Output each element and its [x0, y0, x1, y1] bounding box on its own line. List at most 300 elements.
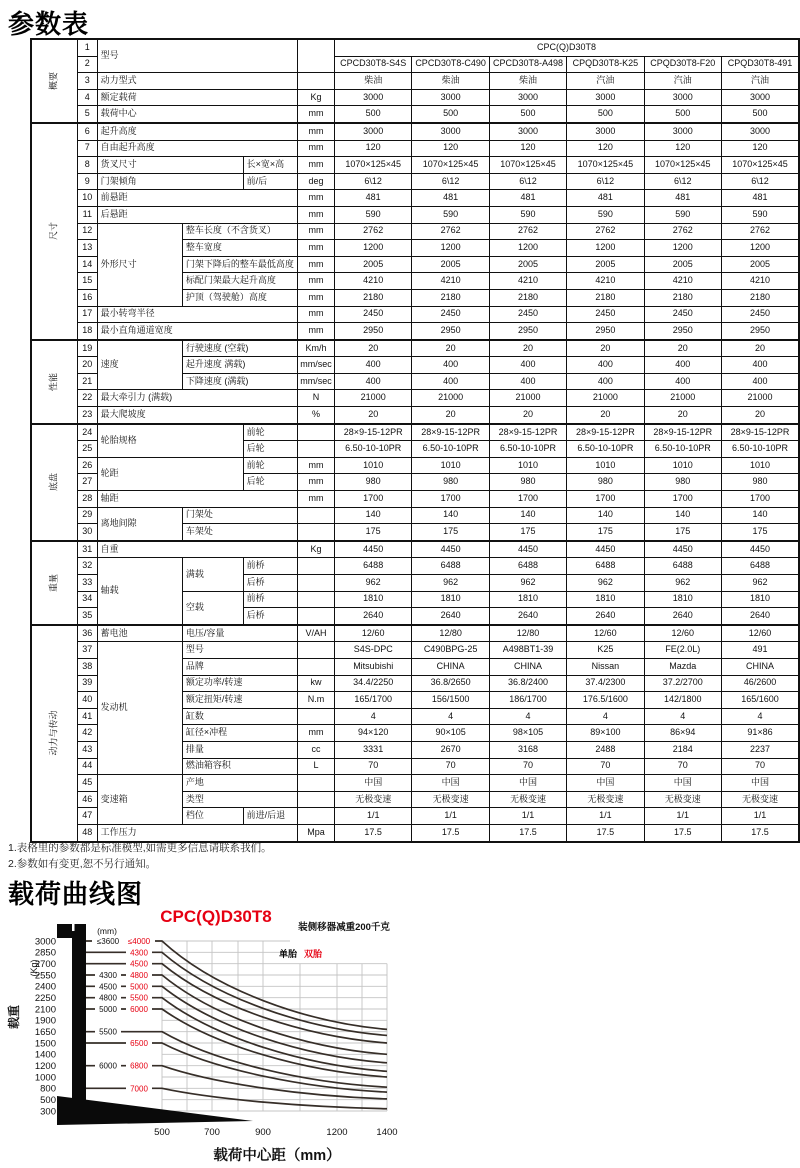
param-name: 前悬距 — [97, 190, 297, 207]
table-row — [31, 140, 799, 157]
y-tick-label: 2550 — [34, 970, 56, 982]
chart-heading: 载荷曲线图 — [8, 879, 144, 909]
section-label-text: 动力与传动 — [48, 710, 59, 756]
value-cell: 6\12 — [412, 173, 489, 190]
param-name: 型号 — [97, 39, 297, 73]
row-number: 31 — [78, 541, 98, 558]
value-cell: 21000 — [721, 390, 799, 407]
value-cell: 400 — [489, 373, 566, 390]
unit-cell: mm — [298, 474, 335, 491]
param-name: 缸数 — [182, 708, 297, 725]
chart-model-title: CPC(Q)D30T8 — [160, 907, 272, 926]
unit-cell — [298, 575, 335, 592]
value-cell: 590 — [721, 206, 799, 223]
value-cell: 28×9-15-12PR — [567, 424, 644, 441]
value-cell: 6\12 — [644, 173, 721, 190]
value-cell: 98×105 — [489, 725, 566, 742]
table-row — [31, 558, 799, 575]
value-cell: 1010 — [721, 457, 799, 474]
table-row — [31, 507, 799, 524]
value-cell: 400 — [567, 357, 644, 374]
value-cell: 4210 — [335, 273, 412, 290]
unit-cell: mm — [298, 273, 335, 290]
unit-cell: Km/h — [298, 340, 335, 357]
value-cell: 20 — [567, 340, 644, 357]
value-cell: 2184 — [644, 741, 721, 758]
value-cell: 2640 — [644, 608, 721, 625]
single-tire-mast-label: 4300 — [99, 970, 117, 980]
value-cell: 1200 — [567, 240, 644, 257]
value-cell: 2450 — [335, 306, 412, 323]
value-cell: 4 — [567, 708, 644, 725]
unit-cell: mm — [298, 106, 335, 123]
param-name: 最小转弯半径 — [97, 306, 297, 323]
row-number: 34 — [78, 591, 98, 608]
y-tick-label: 2100 — [34, 1004, 56, 1016]
param-name: 动力型式 — [97, 73, 297, 90]
param-name: 产地 — [182, 775, 297, 792]
value-cell: 4 — [335, 708, 412, 725]
value-cell: 2640 — [567, 608, 644, 625]
value-cell: 无极变速 — [412, 791, 489, 808]
row-number: 41 — [78, 708, 98, 725]
section-label — [31, 340, 78, 424]
value-cell: 20 — [721, 407, 799, 424]
value-cell: 6.50-10-10PR — [412, 441, 489, 458]
param-name: 蓄电池 — [97, 625, 182, 642]
unit-cell — [298, 775, 335, 792]
value-cell: 中国 — [644, 775, 721, 792]
value-cell: 1700 — [567, 491, 644, 508]
section-label — [31, 541, 78, 625]
param-name: 下降速度 (满载) — [182, 373, 297, 390]
param-name: 类型 — [182, 791, 297, 808]
value-cell: 120 — [644, 140, 721, 157]
param-name: 行驶速度 (空载) — [182, 340, 297, 357]
value-cell: 1700 — [489, 491, 566, 508]
param-name: 整车长度（不含货叉） — [182, 223, 297, 240]
value-cell: 1/1 — [412, 808, 489, 825]
value-cell: 1700 — [335, 491, 412, 508]
value-cell: 12/60 — [567, 625, 644, 642]
value-cell: 70 — [721, 758, 799, 775]
value-cell: 34.4/2250 — [335, 675, 412, 692]
dual-tire-mast-label: 4800 — [130, 970, 148, 980]
unit-cell: deg — [298, 173, 335, 190]
param-name: 额定扭矩/转速 — [182, 692, 297, 709]
value-cell: 1810 — [335, 591, 412, 608]
unit-cell — [298, 591, 335, 608]
value-cell: 400 — [644, 373, 721, 390]
unit-cell: mm/sec — [298, 357, 335, 374]
table-row — [31, 123, 799, 140]
table-row — [31, 457, 799, 474]
value-cell: 无极变速 — [489, 791, 566, 808]
model-name-cell: CPCD30T8-A498 — [489, 56, 566, 73]
param-name: 速度 — [97, 340, 182, 390]
param-name: 货叉尺寸 — [97, 157, 243, 174]
unit-cell: mm — [298, 223, 335, 240]
value-cell: 400 — [721, 357, 799, 374]
value-cell: A498BT1-39 — [489, 642, 566, 659]
value-cell: 175 — [489, 524, 566, 541]
unit-cell: Kg — [298, 541, 335, 558]
legend-single-tire: 单胎 — [278, 949, 298, 959]
value-cell: K25 — [567, 642, 644, 659]
row-number: 22 — [78, 390, 98, 407]
value-cell: 2670 — [412, 741, 489, 758]
value-cell: 1810 — [412, 591, 489, 608]
unit-cell — [298, 658, 335, 675]
value-cell: 186/1700 — [489, 692, 566, 709]
value-cell: 962 — [644, 575, 721, 592]
row-number: 5 — [78, 106, 98, 123]
value-cell: 20 — [335, 340, 412, 357]
value-cell: 汽油 — [721, 73, 799, 90]
unit-cell: N — [298, 390, 335, 407]
value-cell: 20 — [412, 340, 489, 357]
table-row — [31, 323, 799, 340]
row-number: 29 — [78, 507, 98, 524]
value-cell: 140 — [412, 507, 489, 524]
value-cell: 400 — [335, 373, 412, 390]
value-cell: 491 — [721, 642, 799, 659]
value-cell: 1070×125×45 — [335, 157, 412, 174]
param-name: 车架处 — [182, 524, 297, 541]
table-row — [31, 190, 799, 207]
value-cell: 2950 — [567, 323, 644, 340]
row-number: 2 — [78, 56, 98, 73]
param-name: 最大牵引力 (满载) — [97, 390, 297, 407]
value-cell: 590 — [644, 206, 721, 223]
value-cell: 6\12 — [335, 173, 412, 190]
value-cell: 37.4/2300 — [567, 675, 644, 692]
value-cell: 2450 — [489, 306, 566, 323]
page-title: 参数表 — [8, 9, 90, 39]
value-cell: 481 — [567, 190, 644, 207]
value-cell: 2950 — [644, 323, 721, 340]
table-row — [31, 491, 799, 508]
row-number: 11 — [78, 206, 98, 223]
param-name: 空载 — [182, 591, 243, 625]
x-tick-label: 500 — [154, 1127, 170, 1138]
value-cell: 4 — [412, 708, 489, 725]
value-cell: 980 — [721, 474, 799, 491]
table-row — [31, 106, 799, 123]
param-name: 燃油箱容积 — [182, 758, 297, 775]
unit-cell — [298, 507, 335, 524]
value-cell: 2237 — [721, 741, 799, 758]
y-tick-label: 3000 — [34, 936, 56, 948]
unit-cell: mm — [298, 323, 335, 340]
value-cell: Nissan — [567, 658, 644, 675]
model-name-cell: CPQD30T8-K25 — [567, 56, 644, 73]
unit-cell: mm — [298, 140, 335, 157]
value-cell: 2180 — [335, 289, 412, 306]
value-cell: 980 — [644, 474, 721, 491]
value-cell: 20 — [489, 407, 566, 424]
value-cell: 3000 — [721, 89, 799, 106]
row-number: 14 — [78, 256, 98, 273]
value-cell: 140 — [721, 507, 799, 524]
value-cell: 3000 — [644, 89, 721, 106]
value-cell: 400 — [412, 357, 489, 374]
value-cell: 980 — [489, 474, 566, 491]
model-name-cell: CPCD30T8-S4S — [335, 56, 412, 73]
value-cell: 21000 — [644, 390, 721, 407]
spec-table-container — [30, 38, 800, 843]
dual-tire-mast-label: 4300 — [130, 948, 148, 958]
param-name: 前桥 — [243, 558, 297, 575]
param-name: 前桥 — [243, 591, 297, 608]
value-cell: 3000 — [335, 123, 412, 140]
param-name: 门架处 — [182, 507, 297, 524]
value-cell: 1010 — [412, 457, 489, 474]
param-name: 自由起升高度 — [97, 140, 297, 157]
value-cell: 2762 — [721, 223, 799, 240]
value-cell: 12/80 — [489, 625, 566, 642]
value-cell: 2640 — [489, 608, 566, 625]
table-row — [31, 173, 799, 190]
value-cell: 2005 — [567, 256, 644, 273]
row-number: 48 — [78, 824, 98, 841]
value-cell: 6.50-10-10PR — [567, 441, 644, 458]
unit-cell: N.m — [298, 692, 335, 709]
value-cell: 1/1 — [335, 808, 412, 825]
value-cell: 175 — [644, 524, 721, 541]
value-cell: 柴油 — [335, 73, 412, 90]
value-cell: 120 — [335, 140, 412, 157]
y-tick-label: 2850 — [34, 947, 56, 959]
value-cell: 36.8/2650 — [412, 675, 489, 692]
value-cell: 无极变速 — [567, 791, 644, 808]
row-number: 7 — [78, 140, 98, 157]
param-name: 门架下降后的整车最低高度 — [182, 256, 297, 273]
value-cell: 962 — [489, 575, 566, 592]
y-tick-label: 800 — [40, 1083, 56, 1095]
value-cell: 2450 — [567, 306, 644, 323]
section-label — [31, 424, 78, 541]
value-cell: 6\12 — [567, 173, 644, 190]
value-cell: 6.50-10-10PR — [644, 441, 721, 458]
section-label-text: 性能 — [48, 372, 59, 391]
value-cell: 400 — [567, 373, 644, 390]
value-cell: 3000 — [412, 123, 489, 140]
row-number: 12 — [78, 223, 98, 240]
value-cell: 3000 — [489, 123, 566, 140]
value-cell: 汽油 — [567, 73, 644, 90]
value-cell: 2950 — [721, 323, 799, 340]
value-cell: 400 — [489, 357, 566, 374]
value-cell: 400 — [644, 357, 721, 374]
value-cell: 400 — [335, 357, 412, 374]
param-name: 后轮 — [243, 441, 297, 458]
y-tick-label: 2250 — [34, 992, 56, 1004]
value-cell: 17.5 — [335, 824, 412, 841]
table-row — [31, 39, 799, 56]
value-cell: 1200 — [412, 240, 489, 257]
single-tire-mast-label: 5000 — [99, 1004, 117, 1014]
row-number: 40 — [78, 692, 98, 709]
value-cell: 70 — [567, 758, 644, 775]
value-cell: 3000 — [721, 123, 799, 140]
value-cell: 28×9-15-12PR — [644, 424, 721, 441]
value-cell: 2640 — [721, 608, 799, 625]
value-cell: 481 — [644, 190, 721, 207]
load-curve-chart — [0, 903, 800, 1168]
param-name: 离地间隙 — [97, 507, 182, 541]
value-cell: 1810 — [489, 591, 566, 608]
value-cell: 2005 — [489, 256, 566, 273]
value-cell: 17.5 — [567, 824, 644, 841]
value-cell: Mazda — [644, 658, 721, 675]
value-cell: 4450 — [489, 541, 566, 558]
row-number: 46 — [78, 791, 98, 808]
value-cell: 6.50-10-10PR — [721, 441, 799, 458]
fork-shank-icon — [72, 924, 86, 1124]
value-cell: 3168 — [489, 741, 566, 758]
unit-cell: V/AH — [298, 625, 335, 642]
row-number: 27 — [78, 474, 98, 491]
value-cell: 4210 — [412, 273, 489, 290]
section-label — [31, 39, 78, 123]
value-cell: 962 — [412, 575, 489, 592]
value-cell: 500 — [567, 106, 644, 123]
value-cell: 2950 — [489, 323, 566, 340]
value-cell: 6\12 — [489, 173, 566, 190]
param-name: 整车宽度 — [182, 240, 297, 257]
single-tire-mast-label: 5500 — [99, 1027, 117, 1037]
unit-cell — [298, 708, 335, 725]
single-tire-mast-label: ≤3600 — [96, 937, 120, 946]
unit-cell: mm — [298, 306, 335, 323]
value-cell: 1/1 — [644, 808, 721, 825]
value-cell: 3000 — [489, 89, 566, 106]
value-cell: 2950 — [412, 323, 489, 340]
value-cell: 481 — [412, 190, 489, 207]
value-cell: 2005 — [644, 256, 721, 273]
value-cell: 4450 — [567, 541, 644, 558]
value-cell: 1070×125×45 — [644, 157, 721, 174]
value-cell: 1010 — [567, 457, 644, 474]
value-cell: 20 — [644, 340, 721, 357]
value-cell: 1070×125×45 — [412, 157, 489, 174]
value-cell: 4450 — [335, 541, 412, 558]
value-cell: 1070×125×45 — [721, 157, 799, 174]
unit-cell — [298, 642, 335, 659]
value-cell: CHINA — [721, 658, 799, 675]
param-name: 轮胎规格 — [97, 424, 243, 458]
value-cell: 6\12 — [721, 173, 799, 190]
unit-cell: % — [298, 407, 335, 424]
row-number: 32 — [78, 558, 98, 575]
unit-cell — [298, 73, 335, 90]
section-label-text: 重量 — [48, 573, 59, 592]
param-name: 发动机 — [97, 642, 182, 775]
value-cell: Mitsubishi — [335, 658, 412, 675]
y-tick-label: 2400 — [34, 981, 56, 993]
dual-tire-mast-label: 5000 — [130, 982, 148, 992]
unit-cell: mm — [298, 457, 335, 474]
param-name: 排量 — [182, 741, 297, 758]
row-number: 16 — [78, 289, 98, 306]
value-cell: 4210 — [644, 273, 721, 290]
unit-cell: L — [298, 758, 335, 775]
row-number: 28 — [78, 491, 98, 508]
value-cell: 962 — [567, 575, 644, 592]
value-cell: 4210 — [721, 273, 799, 290]
table-row — [31, 407, 799, 424]
y-tick-label: 2700 — [34, 958, 56, 970]
value-cell: 36.8/2400 — [489, 675, 566, 692]
table-row — [31, 306, 799, 323]
value-cell: 4210 — [567, 273, 644, 290]
fork-notch — [72, 924, 75, 931]
row-number: 47 — [78, 808, 98, 825]
param-name: 后悬距 — [97, 206, 297, 223]
param-name: 轮距 — [97, 457, 243, 490]
value-cell: 980 — [412, 474, 489, 491]
value-cell: 2640 — [335, 608, 412, 625]
table-row — [31, 340, 799, 357]
unit-cell: Mpa — [298, 824, 335, 841]
y-tick-label: 500 — [40, 1094, 56, 1106]
param-name: 后桥 — [243, 575, 297, 592]
row-number: 35 — [78, 608, 98, 625]
value-cell: 590 — [489, 206, 566, 223]
param-name: 长×宽×高 — [243, 157, 297, 174]
value-cell: 1200 — [644, 240, 721, 257]
param-name: 缸径×冲程 — [182, 725, 297, 742]
value-cell: 70 — [335, 758, 412, 775]
row-number: 45 — [78, 775, 98, 792]
value-cell: 6488 — [412, 558, 489, 575]
row-number: 37 — [78, 642, 98, 659]
dual-tire-mast-label: 6800 — [130, 1061, 148, 1071]
row-number: 17 — [78, 306, 98, 323]
value-cell: 17.5 — [412, 824, 489, 841]
model-group-header: CPC(Q)D30T8 — [335, 39, 800, 56]
param-name: 工作压力 — [97, 824, 297, 841]
row-number: 43 — [78, 741, 98, 758]
value-cell: 2005 — [335, 256, 412, 273]
value-cell: 17.5 — [644, 824, 721, 841]
sideshift-note: 装侧移器减重200千克 — [298, 922, 390, 933]
value-cell: 3331 — [335, 741, 412, 758]
value-cell: 962 — [721, 575, 799, 592]
value-cell: 12/60 — [721, 625, 799, 642]
param-name: 最小直角通道宽度 — [97, 323, 297, 340]
value-cell: 28×9-15-12PR — [335, 424, 412, 441]
param-name: 轴载 — [97, 558, 182, 625]
value-cell: 175 — [721, 524, 799, 541]
value-cell: 柴油 — [489, 73, 566, 90]
value-cell: 12/60 — [335, 625, 412, 642]
param-name: 档位 — [182, 808, 243, 825]
value-cell: 6488 — [335, 558, 412, 575]
value-cell: 400 — [412, 373, 489, 390]
value-cell: 21000 — [489, 390, 566, 407]
unit-cell — [298, 524, 335, 541]
param-name: 最大爬坡度 — [97, 407, 297, 424]
table-row — [31, 424, 799, 441]
value-cell: 无极变速 — [721, 791, 799, 808]
y-tick-label: 1500 — [34, 1038, 56, 1050]
value-cell: 1700 — [412, 491, 489, 508]
value-cell: 962 — [335, 575, 412, 592]
param-name: 轴距 — [97, 491, 297, 508]
param-name: 型号 — [182, 642, 297, 659]
